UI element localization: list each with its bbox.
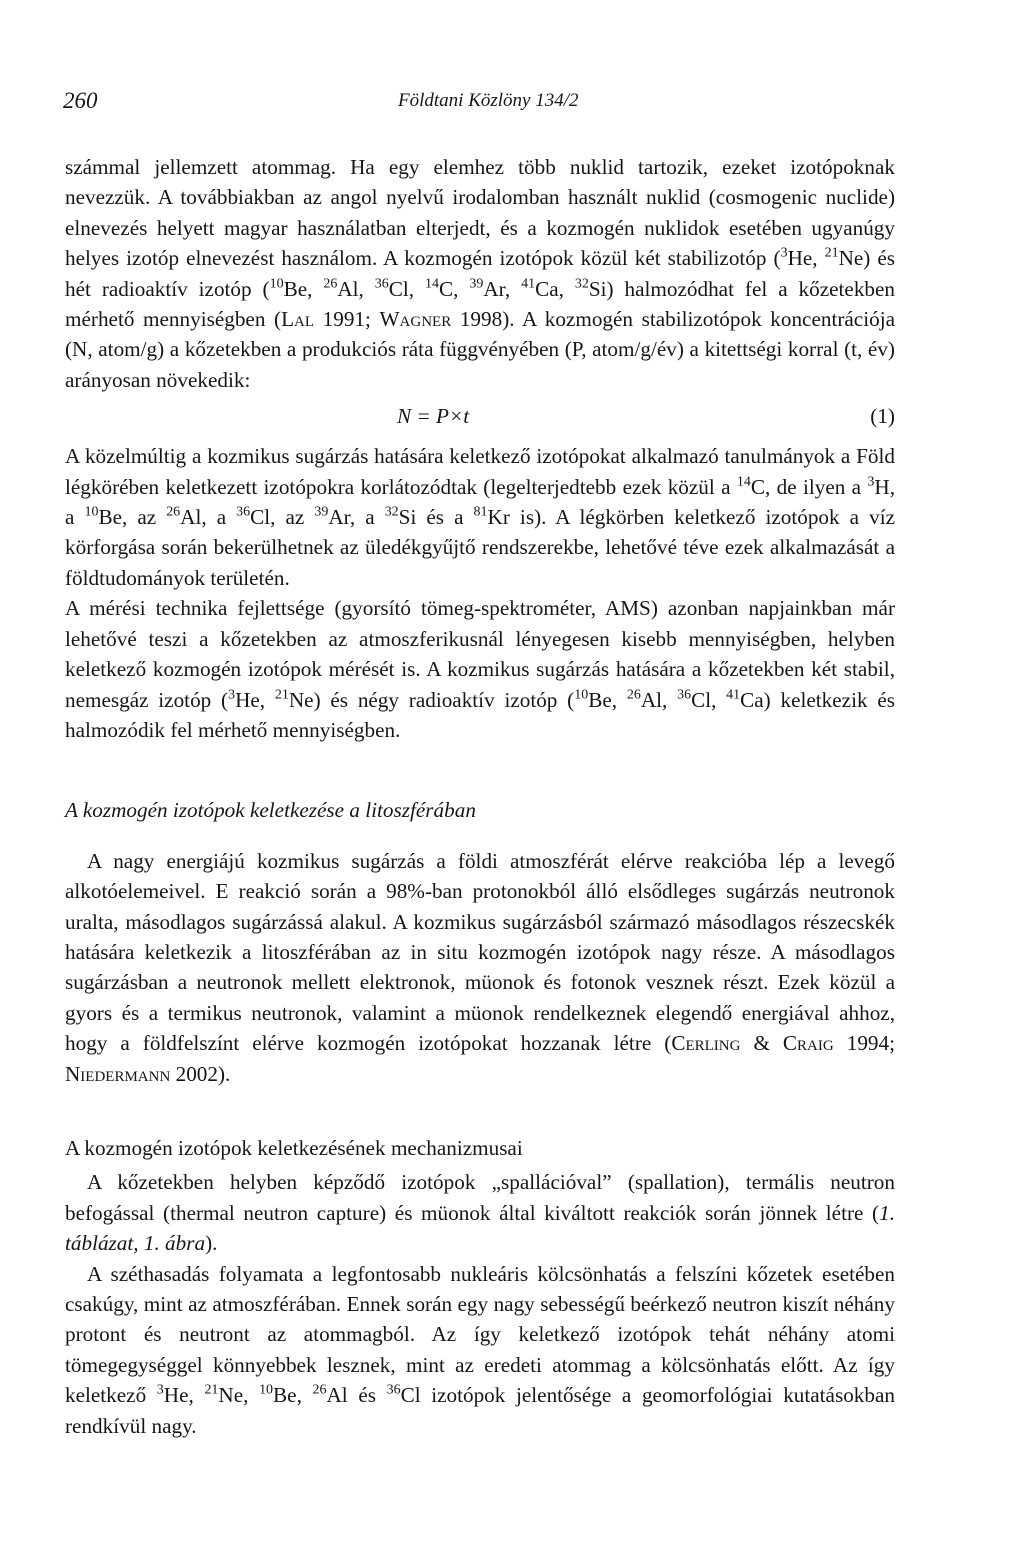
isotope-mass-number: 21 bbox=[274, 686, 289, 702]
text-run: & bbox=[740, 1031, 783, 1056]
text-run: Ne) és hét radioaktív izotóp ( bbox=[65, 246, 895, 301]
text-run: Si) halmozódhat fel a kőzetekben mérhető mennyiségben ( bbox=[65, 276, 896, 332]
paragraph-1 bbox=[65, 152, 895, 395]
isotope-mass-number: 41 bbox=[726, 686, 741, 702]
isotope-mass-number: 21 bbox=[204, 1382, 219, 1398]
text-run: Ar, bbox=[483, 276, 522, 301]
isotope-mass-number: 39 bbox=[469, 275, 484, 291]
text-run: Be, bbox=[273, 1383, 313, 1408]
text-run: Kr is). A légkörben keletkező izotópok a víz körforgása során bekerülhetnek az üledékgyűjtő rendszerekbe, lehetővé téve ezek alkalmazását a földtudományok területén. bbox=[65, 505, 895, 590]
text-run: Cl, bbox=[691, 687, 727, 712]
text-run: 1998). A kozmogén stabilizotópok koncentrációja (N, atom/g) a kőzetekben a produkciós ráta függvényében (P, atom/g/év) a kitettségi korral (t, év) arányosan növekedik: bbox=[65, 307, 895, 392]
text-run: C, bbox=[439, 276, 470, 301]
journal-title: Földtani Közlöny 134/2 bbox=[398, 90, 579, 111]
isotope-mass-number: 81 bbox=[473, 504, 488, 520]
citation-author: Craig bbox=[782, 1031, 834, 1056]
text-run: Ar, a bbox=[328, 505, 385, 530]
equation-1 bbox=[65, 401, 895, 437]
isotope-mass-number: 3 bbox=[780, 245, 788, 261]
text-run: He, bbox=[235, 687, 275, 712]
isotope-mass-number: 14 bbox=[736, 473, 751, 489]
isotope-mass-number: 10 bbox=[259, 1382, 274, 1398]
equation-number: (1) bbox=[870, 404, 895, 429]
isotope-mass-number: 3 bbox=[156, 1382, 164, 1398]
paragraph-4 bbox=[65, 846, 895, 1089]
text-run: Be, bbox=[588, 687, 627, 712]
text-run: Cl, az bbox=[250, 505, 315, 530]
isotope-mass-number: 26 bbox=[312, 1382, 327, 1398]
text-run: számmal jellemzett atommag. Ha egy elemhez több nuklid tartozik, ezeket izotópoknak nevezzük. A továbbiakban az angol nyelvű irodalomban használt nuklid (cosmogenic nuclide) elnevezés helyett magyar használatban elterjedt, és a kozmogén nuklidok esetében ugyanúgy helyes izotóp elnevezést használom. A kozmogén izotópok közül két stabilizotóp ( bbox=[65, 155, 895, 271]
text-run: C, de ilyen a bbox=[750, 474, 868, 499]
citation-author: Niedermann bbox=[65, 1061, 171, 1086]
text-run: He, bbox=[787, 246, 825, 271]
isotope-mass-number: 36 bbox=[374, 275, 389, 291]
isotope-mass-number: 36 bbox=[236, 504, 251, 520]
text-run: Ne) és négy radioaktív izotóp ( bbox=[288, 687, 575, 712]
citation-author: Cerling bbox=[671, 1031, 741, 1056]
text-run: Si és a bbox=[398, 505, 474, 530]
citation-author: Wagner bbox=[379, 307, 452, 332]
isotope-mass-number: 26 bbox=[166, 504, 181, 520]
isotope-mass-number: 26 bbox=[626, 686, 641, 702]
isotope-mass-number: 41 bbox=[521, 275, 536, 291]
paragraph-2 bbox=[65, 441, 895, 593]
text-run: A kőzetekben helyben képződő izotópok „spallációval” (spallation), termális neutron befogással (thermal neutron capture) és müonok által kiváltott reakciók során jönnek létre ( bbox=[65, 1170, 895, 1225]
text-run: Cl izotópok jelentősége a geomorfológiai kutatásokban rendkívül nagy. bbox=[65, 1383, 895, 1438]
text-run: Al és bbox=[326, 1383, 387, 1408]
subsection-heading: A kozmogén izotópok keletkezésének mechanizmusai bbox=[65, 1135, 523, 1160]
paragraph-6 bbox=[65, 1259, 895, 1441]
isotope-mass-number: 10 bbox=[269, 275, 284, 291]
equation-formula: N = P×t bbox=[397, 404, 470, 429]
text-run: A széthasadás folyamata a legfontosabb nukleáris kölcsönhatás a felszíni kőzetek esetében csakúgy, mint az atmoszférában. Ennek során egy nagy sebességű beérkező neutron kiszít néhány protont és neutront az atommagból. Az így keletkező izotópok tehát néhány atomi tömegegységgel könnyebbek lesznek, mint az eredeti atommag a kölcsönhatás előtt. Az így keletkező bbox=[65, 1261, 895, 1408]
isotope-mass-number: 3 bbox=[867, 473, 875, 489]
citation-author: Lal bbox=[281, 307, 315, 332]
text-run: Ca, bbox=[535, 276, 575, 301]
page-number: 260 bbox=[63, 88, 98, 113]
paragraph-5 bbox=[65, 1167, 895, 1258]
text-run: Al, bbox=[640, 687, 678, 712]
text-run: Be, az bbox=[98, 505, 167, 530]
isotope-mass-number: 14 bbox=[425, 275, 440, 291]
isotope-mass-number: 32 bbox=[384, 504, 399, 520]
table-figure-reference: 1. táblázat, 1. ábra bbox=[65, 1200, 895, 1256]
text-run: Be, bbox=[283, 276, 324, 301]
isotope-mass-number: 10 bbox=[574, 686, 589, 702]
text-run: Ca) keletkezik és halmozódik fel mérhető mennyiségben. bbox=[65, 687, 895, 742]
page-header bbox=[63, 88, 895, 122]
text-run: Ne, bbox=[218, 1383, 260, 1408]
isotope-mass-number: 21 bbox=[824, 245, 839, 261]
text-run: 1994; bbox=[833, 1031, 895, 1056]
isotope-mass-number: 26 bbox=[323, 275, 338, 291]
isotope-mass-number: 36 bbox=[386, 1382, 401, 1398]
section-heading: A kozmogén izotópok keletkezése a litoszférában bbox=[65, 798, 476, 823]
paragraph-3 bbox=[65, 593, 895, 745]
text-run: Cl, bbox=[388, 276, 426, 301]
isotope-mass-number: 32 bbox=[574, 275, 589, 291]
text-run: ). bbox=[205, 1231, 218, 1256]
text-run: 2002). bbox=[170, 1061, 231, 1086]
text-run: H, a bbox=[65, 474, 895, 530]
text-run: Al, bbox=[337, 276, 375, 301]
text-run: 1991; bbox=[314, 307, 380, 332]
text-run: He, bbox=[163, 1383, 205, 1408]
isotope-mass-number: 3 bbox=[228, 686, 236, 702]
text-run: Al, a bbox=[180, 505, 237, 530]
isotope-mass-number: 39 bbox=[314, 504, 329, 520]
text-run: A mérési technika fejlettsége (gyorsító tömeg-spektrométer, AMS) azonban napjainkban már lehetővé teszi a kőzetekben az atmoszferikusnál lényegesen kisebb mennyiségben, helyben keletkező kozmogén izotópok mérését is. A kozmikus sugárzás hatására a kőzetekben két stabil, nemesgáz izotóp ( bbox=[65, 596, 895, 712]
isotope-mass-number: 10 bbox=[84, 504, 99, 520]
text-run: A nagy energiájú kozmikus sugárzás a földi atmoszférát elérve reakcióba lép a levegő alkotóelemeivel. E reakció során a 98%-ban protonokból álló elsődleges sugárzás neutronok uralta, másodlagos sugárzássá alakul. A kozmikus sugárzásból származó másodlagos részecskék hatására keletkezik a litoszférában az in situ kozmogén izotópok nagy része. A másodlagos sugárzásban a neutronok mellett elektronok, müonok és fotonok vesznek részt. Ezek közül a gyors és a termikus neutronok, valamint a müonok rendelkeznek elegendő energiával ahhoz, hogy a földfelszínt elérve kozmogén izotópokat hozzanak létre ( bbox=[65, 848, 895, 1056]
isotope-mass-number: 36 bbox=[677, 686, 692, 702]
text-run: A közelmúltig a kozmikus sugárzás hatására keletkező izotópokat alkalmazó tanulmányok a Föld légkörében keletkezett izotópokra korlátozódtak (legelterjedtebb ezek közül a bbox=[65, 444, 895, 499]
article-body bbox=[65, 152, 895, 1441]
